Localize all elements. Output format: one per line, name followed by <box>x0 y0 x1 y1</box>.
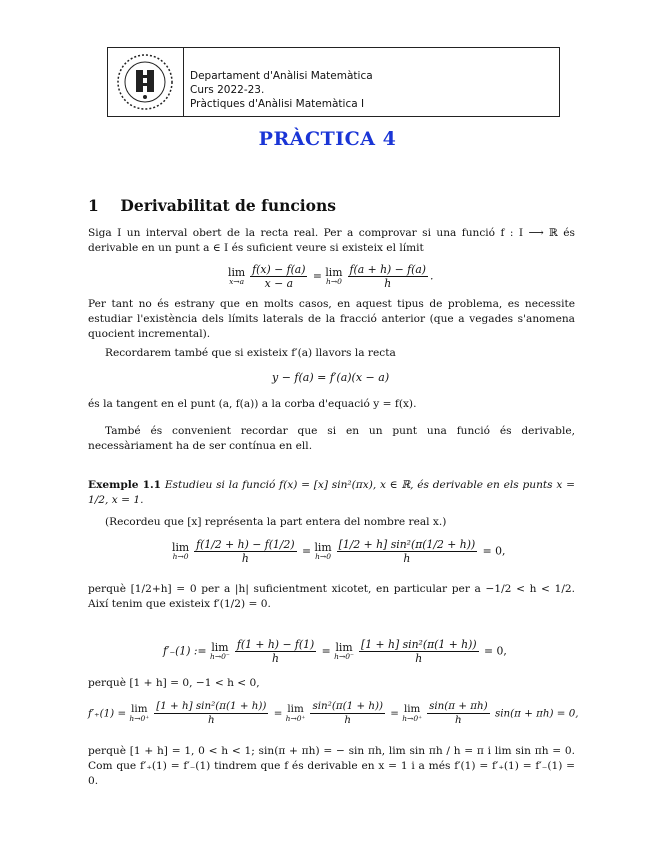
header-text <box>190 69 373 111</box>
header-divider <box>183 48 184 116</box>
equation-tangent-line: y − f(a) = f′(a)(x − a) <box>272 371 390 384</box>
paragraph-2: Per tant no és estrany que en molts casos, en aquest tipus de problema, es necessite estudiar l'existència dels límits laterals de la fracció anterior (que a vegades s'anomena quocient incremental). <box>88 298 575 340</box>
university-seal-icon <box>116 53 174 111</box>
paragraph-4: és la tangent en el punt (a, f(a)) a la corba d'equació y = f(x). <box>88 398 417 410</box>
example-text-2: perquè [1 + h] = 0, −1 < h < 0, <box>88 677 260 689</box>
equation-derivative-limit: lim x→a $\frac{f(x) - f(a)}{x - a}$ = lim h→0 $\frac{f(a + h) - f(a)}{h}$ . <box>228 263 434 290</box>
section-number: 1 <box>88 196 99 215</box>
equation-limit-half: lim h→0 $\frac{f(1/2 + h) - f(1/2)}{h}$ = lim h→0 $\frac{\text{[1/2 + h] sin²(π(1/2 + h))}}{h}$ = 0, <box>172 538 506 565</box>
department-name: Departament d'Anàlisi Matemàtica <box>190 70 373 82</box>
example-text: Estudieu si la funció f(x) = [x] sin²(πx), x ∈ ℝ, és derivable en els punts x = 1/2, x = 1. <box>88 479 575 506</box>
example-statement <box>88 478 575 508</box>
example-text-1: perquè [1/2+h] = 0 per a |h| suficientment xicotet, en particular per a −1/2 < h < 1/2. Així tenim que existeix f′(1/2) = 0. <box>88 583 575 610</box>
equation-right-derivative: f′₊(1) = lim h→0⁺ $\frac{\text{[1 + h] sin²(π(1 + h))}}{h}$ = lim h→0⁺ $\frac{\text{sin²(π(1 + h))}}{h}$ = lim h→0⁺ $\frac{\sin(\pi + \pi h)}{h}$ sin(π + πh) = 0, <box>88 700 579 726</box>
course-name: Pràctiques d'Anàlisi Matemàtica I <box>190 98 365 110</box>
page-title: PRÀCTICA 4 <box>258 128 397 150</box>
section-heading <box>88 196 336 215</box>
paragraph-1: Siga I un interval obert de la recta real. Per a comprovar si una funció f : I ⟶ ℝ és derivable en un punt a ∈ I és suficient veure si existeix el límit <box>88 227 575 254</box>
example-text-3: perquè [1 + h] = 1, 0 < h < 1; sin(π + πh) = − sin πh, lim sin πh / h = π i lim sin πh = 0. Com que f′₊(1) = f′₋(1) tindrem que f és derivable en x = 1 i a més f′(1) = f′₊(1) = f′₋(1) = 0. <box>88 745 575 787</box>
paragraph-5: També és convenient recordar que si en un punt una funció és derivable, necessàriament ha de ser contínua en ell. <box>88 425 575 452</box>
header-box <box>107 47 560 117</box>
equation-left-derivative: f′₋(1) := lim h→0⁻ $\frac{f(1 + h) - f(1)}{h}$ = lim h→0⁻ $\frac{\text{[1 + h] sin²(π(1 + h))}}{h}$ = 0, <box>163 638 507 665</box>
example-note: (Recordeu que [x] représenta la part entera del nombre real x.) <box>105 516 447 528</box>
paragraph-3: Recordarem també que si existeix f′(a) llavors la recta <box>105 347 396 359</box>
section-title: Derivabilitat de funcions <box>120 196 337 215</box>
example-label: Exemple 1.1 <box>88 479 162 491</box>
course-year: Curs 2022-23. <box>190 84 265 96</box>
